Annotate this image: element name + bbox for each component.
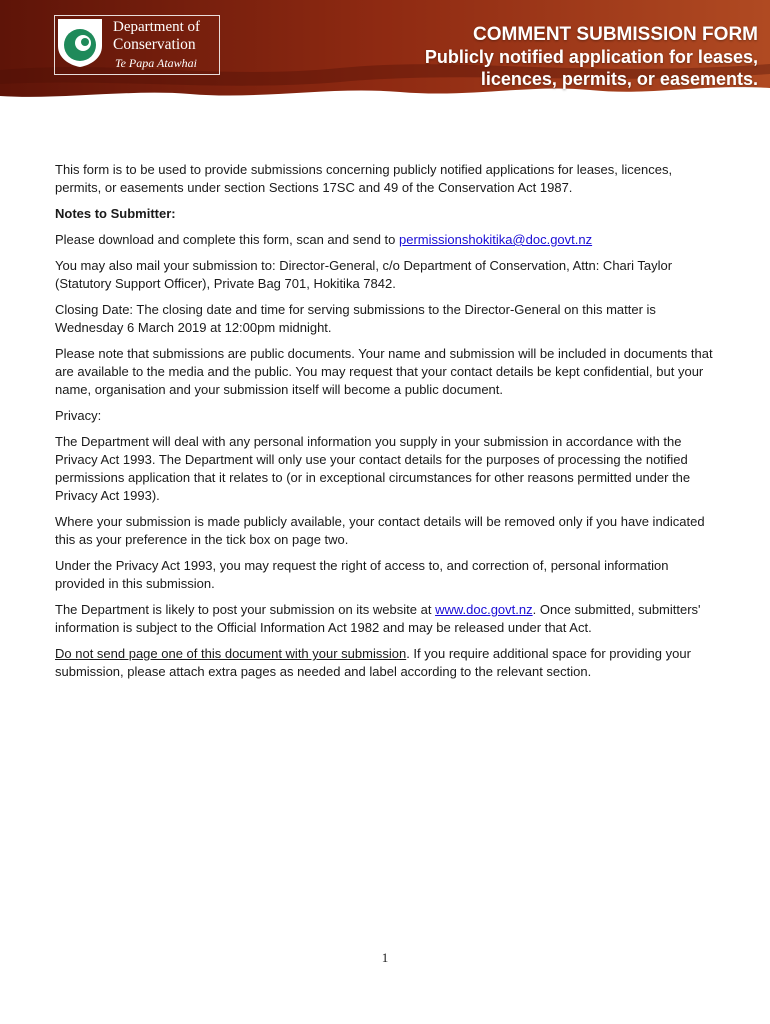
do-not-send-paragraph xyxy=(55,645,721,681)
download-text: Please download and complete this form, scan and send to xyxy=(55,232,399,247)
download-paragraph xyxy=(55,231,721,249)
document-body xyxy=(55,161,721,689)
website-link[interactable]: www.doc.govt.nz xyxy=(435,602,533,617)
public-documents-paragraph: Please note that submissions are public documents. Your name and submission will be included in documents that are available to the media and the public. You may request that your contact details be kept confidential, but your name, organisation and your submission itself will become a public document. xyxy=(55,346,713,397)
website-text-end: . Once submitted, submitters' information is subject to the Official Information Act 1982 and may be released under that Act. xyxy=(55,602,701,635)
website-text-start: The Department is likely to post your submission on its website at xyxy=(55,602,436,617)
mail-paragraph: You may also mail your submission to: Director-General, c/o Department of Conservation, Attn: Chari Taylor (Statutory Support Officer), Private Bag 701, Hokitika 7842. xyxy=(55,258,673,291)
page-number: 1 xyxy=(381,950,389,965)
extra-pages-text: . If you require additional space for providing your submission, please attach extra pages as needed and label according to the relevant section. xyxy=(55,646,691,679)
header-banner xyxy=(0,0,770,104)
intro-paragraph: This form is to be used to provide submissions concerning publicly notified applications for leases, licences, permits, or easements under section Sections 17SC and 49 of the Conservation Act 1987. xyxy=(55,162,673,195)
title-block xyxy=(425,24,758,90)
logo-line-department: Department of xyxy=(113,19,201,35)
form-title: COMMENT SUBMISSION FORM xyxy=(473,24,758,45)
koru-emblem-icon xyxy=(55,16,105,68)
privacy-paragraph: The Department will deal with any personal information you supply in your submission in accordance with the Privacy Act 1993. The Department will only use your contact details for the purposes of processing the notified permissions application that it relates to (or in exceptional circumstances for other reasons permitted under the Privacy Act 1993). xyxy=(55,434,691,503)
form-subtitle-line2: licences, permits, or easements. xyxy=(480,69,758,89)
logo-line-conservation: Conservation xyxy=(113,36,196,53)
form-subtitle-line1: Publicly notified application for leases, xyxy=(424,47,758,67)
contact-removal-paragraph: Where your submission is made publicly available, your contact details will be removed only if you have indicated this as your preference in the tick box on page two. xyxy=(55,514,705,547)
closing-date-paragraph: Closing Date: The closing date and time for serving submissions to the Director-General on this matter is Wednesday 6 March 2019 at 12:00pm midnight. xyxy=(55,302,656,335)
access-paragraph: Under the Privacy Act 1993, you may request the right of access to, and correction of, personal information provided in this submission. xyxy=(55,558,669,591)
privacy-heading: Privacy: xyxy=(55,408,102,423)
website-paragraph xyxy=(55,601,721,637)
logo-line-maori: Te Papa Atawhai xyxy=(115,56,198,70)
do-not-send-text: Do not send page one of this document with your submission xyxy=(55,646,407,661)
email-link[interactable]: permissionshokitika@doc.govt.nz xyxy=(399,232,593,247)
doc-logo xyxy=(54,15,220,75)
notes-heading: Notes to Submitter: xyxy=(55,206,176,221)
